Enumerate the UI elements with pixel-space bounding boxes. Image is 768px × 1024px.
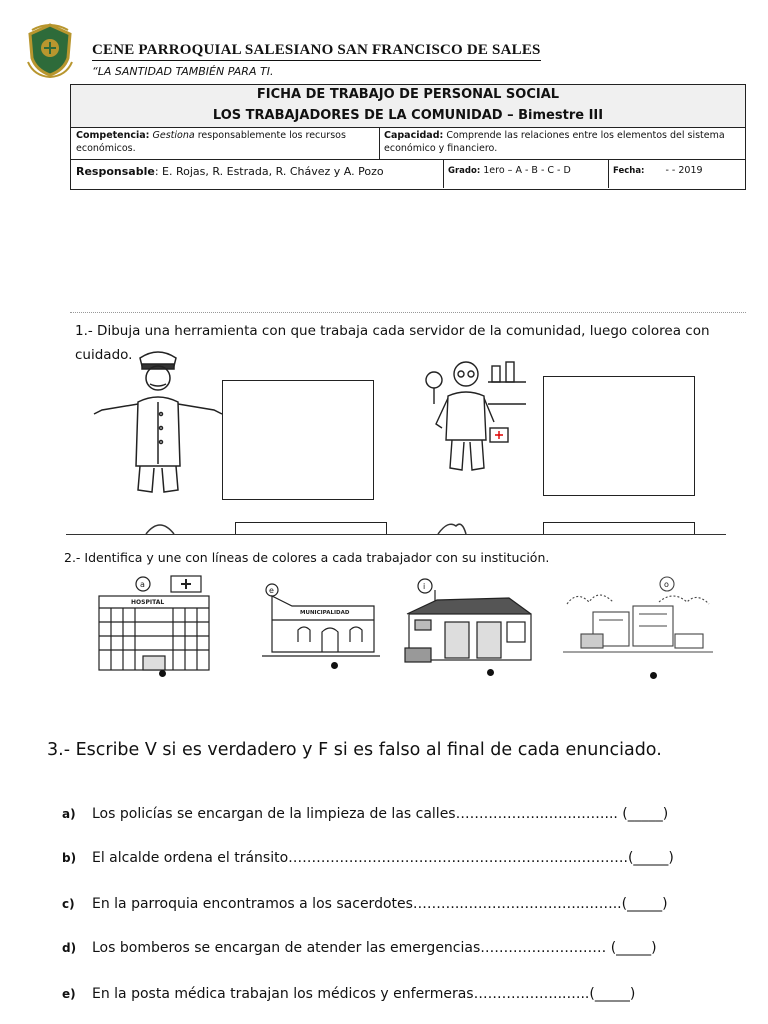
- sheet-subtitle: LOS TRABAJADORES DE LA COMUNIDAD – Bimestre III: [212, 108, 604, 123]
- hospital-illustration: [95, 572, 215, 672]
- fire-station-tag-letter: i: [423, 582, 426, 591]
- question-2-text: 2.- Identifica y une con líneas de colores a cada trabajador con su institución.: [64, 550, 550, 565]
- school-name: CENE PARROQUIAL SALESIANO SAN FRANCISCO DE SALES: [92, 42, 541, 61]
- municipality-illustration: [262, 582, 380, 662]
- statement-text[interactable]: Los bomberos se encargan de atender las emergencias……………………… (_____): [92, 940, 657, 956]
- competencia-text: responsablemente los recursos económicos.: [76, 130, 346, 154]
- competencia-cell: [71, 127, 379, 159]
- question-3-text: 3.- Escribe V si es verdadero y F si es falso al final de cada enunciado.: [47, 740, 662, 760]
- question-1-text: 1.- Dibuja una herramienta con que trabaja cada servidor de la comunidad, luego colorea con cuidado.: [75, 323, 710, 363]
- statement-b: [62, 850, 674, 866]
- parish-illustration: [563, 574, 713, 660]
- municipality-connect-dot[interactable]: [331, 662, 338, 669]
- statement-letter: a): [62, 807, 76, 821]
- capacidad-cell: [379, 127, 745, 159]
- grado-text: 1ero – A - B - C - D: [483, 165, 571, 176]
- hospital-tag-letter: a: [140, 580, 145, 589]
- fecha-label: Fecha:: [613, 166, 645, 176]
- worksheet-header-table: [70, 84, 746, 190]
- responsible-row: [71, 159, 745, 188]
- section-cut-line: [66, 534, 726, 535]
- competencia-label: Competencia:: [76, 130, 150, 141]
- statement-text[interactable]: En la posta médica trabajan los médicos y enfermeras………………..…..(_____): [92, 986, 636, 1002]
- hospital-connect-dot[interactable]: [159, 670, 166, 677]
- parish-tag-letter: o: [664, 580, 669, 589]
- fire-station-connect-dot[interactable]: [487, 669, 494, 676]
- competency-row: [71, 127, 745, 160]
- statement-a: [62, 806, 668, 822]
- statement-text[interactable]: Los policías se encargan de la limpieza de las calles……………….…….……... (_____): [92, 806, 669, 822]
- fecha-cell: [608, 159, 745, 188]
- competencia-verb: Gestiona: [152, 130, 195, 141]
- capacidad-label: Capacidad:: [384, 130, 444, 141]
- statement-d: [62, 940, 657, 956]
- doctor-illustration: [422, 352, 530, 474]
- grado-label: Grado:: [448, 166, 481, 176]
- title-row: [71, 85, 745, 128]
- statement-c: [62, 896, 668, 912]
- statement-e: [62, 986, 635, 1002]
- statement-letter: b): [62, 851, 77, 865]
- hospital-sign: HOSPITAL: [131, 599, 165, 606]
- police-officer-illustration: [88, 344, 228, 496]
- capacidad-text: Comprende las relaciones entre los elementos del sistema económico y financiero.: [384, 130, 725, 154]
- statement-letter: e): [62, 987, 76, 1001]
- responsable-text: : E. Rojas, R. Estrada, R. Chávez y A. Pozo: [154, 165, 384, 178]
- statement-text[interactable]: En la parroquia encontramos a los sacerdotes………..……………………..……..(_____): [92, 896, 668, 912]
- drawing-box-1[interactable]: [222, 380, 374, 500]
- statement-letter: c): [62, 897, 75, 911]
- grado-cell: [443, 159, 608, 188]
- responsable-label: Responsable: [76, 165, 155, 178]
- worker-illustration-partial-4: [432, 518, 472, 534]
- statement-letter: d): [62, 941, 77, 955]
- responsable-cell: [71, 159, 443, 188]
- drawing-box-2[interactable]: [543, 376, 695, 496]
- municipality-sign: MUNICIPALIDAD: [300, 610, 350, 616]
- fecha-text: - - 2019: [665, 165, 703, 176]
- fire-station-illustration: [403, 576, 537, 668]
- section1-separator: [70, 312, 746, 313]
- sheet-title: FICHA DE TRABAJO DE PERSONAL SOCIAL: [256, 87, 560, 102]
- school-crest-logo: [24, 22, 76, 78]
- school-motto: “LA SANTIDAD TAMBIÉN PARA TI.: [92, 65, 274, 78]
- worker-illustration-partial-3: [140, 518, 180, 534]
- municipality-tag-letter: e: [269, 586, 274, 595]
- parish-connect-dot[interactable]: [650, 672, 657, 679]
- statement-text[interactable]: El alcalde ordena el tránsito………………………………………………….…..……….(_____): [92, 850, 674, 866]
